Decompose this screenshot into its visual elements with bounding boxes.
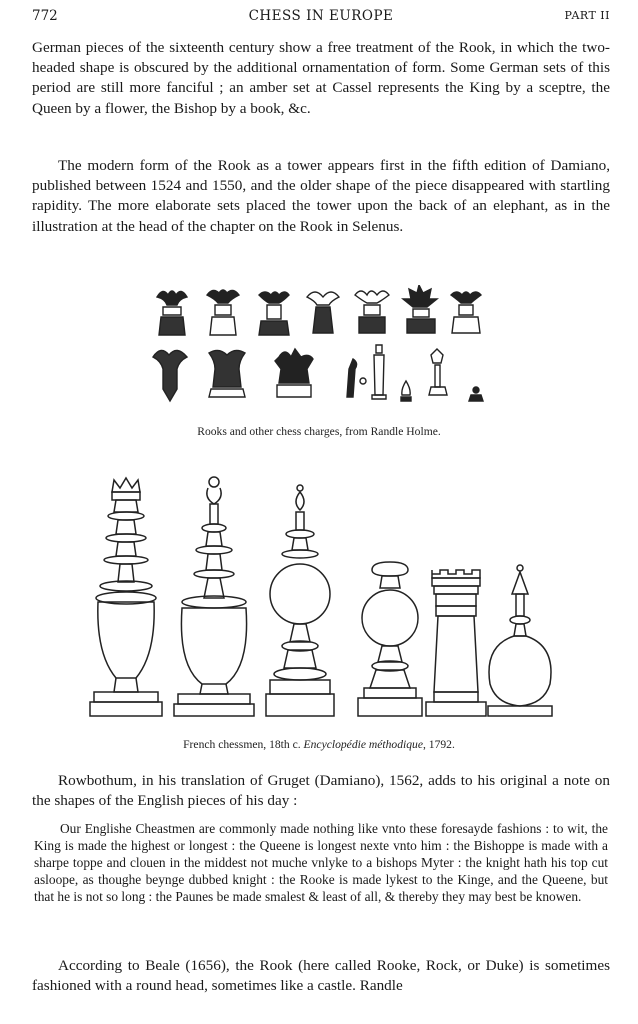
paragraph-german-pieces: German pieces of the sixteenth century show a free treatment of the Rook, in which the two-headed shape is obscured by the additional ornamentation of form. Some German sets of this period are still more fanciful ; an amber set at Cassel represents the King by a sceptre, the Queen by a flower, the Bishop by a book, &c. [32,39,610,117]
part-label: PART II [564,9,610,22]
figure2-caption-year: , 1792. [422,738,455,751]
french-king [90,478,162,716]
french-knight [358,562,422,716]
paragraph-rowbothum: Rowbothum, in his translation of Gruget (Damiano), 1562, adds to his original a note on the shapes of the English pieces of his day : [32,772,610,810]
running-title: CHESS IN EUROPE [248,8,394,24]
figure2-caption [0,738,638,751]
paragraph-beale: According to Beale (1656), the Rook (here called Rooke, Rock, or Duke) is sometimes fashioned with a round head, sometimes like a castle. Randle [32,957,610,995]
blockquote-english-cheastmen: Our Englishe Cheastmen are commonly made nothing like vnto these foresayde fashions : to wit, the King is made the highest or longest : the Queene is longest nexte vnto him : the Bishoppe is made with a sharpe toppe and clouen in the middest not muche vnlyke to a bishops Myter : the knight hath his top cut asloope, as thoughe beynge dubbed knight : the Rooke is made lykest to the Kinge, and the Queene, but that he is not so long : the Paunes be made smalest & least of all, & thereby they may best be knowen. [34,821,608,904]
running-header [32,8,610,30]
paragraph-modern-rook: The modern form of the Rook as a tower appears first in the fifth edition of Damiano, published between 1524 and 1550, and the older shape of the piece disappeared with startling rapidity. The more elaborate sets placed the tower upon the back of an elephant, as in the illustration at the head of the chapter on the Rook in Selenus. [32,157,610,235]
french-rook-tower [426,570,486,716]
randle-holme-chess-charges-figure [145,285,495,415]
holme-row-2 [153,345,483,401]
french-pawn [488,565,552,716]
french-queen [174,477,254,716]
french-chessmen-figure [80,470,560,730]
figure2-caption-main: French chessmen, 18th c. [183,738,301,751]
page-number: 772 [32,8,58,24]
holme-row-1 [157,285,481,335]
figure2-caption-source: Encyclopédie méthodique [303,738,423,751]
figure1-caption: Rooks and other chess charges, from Randle Holme. [197,425,441,438]
french-bishop [266,485,334,716]
